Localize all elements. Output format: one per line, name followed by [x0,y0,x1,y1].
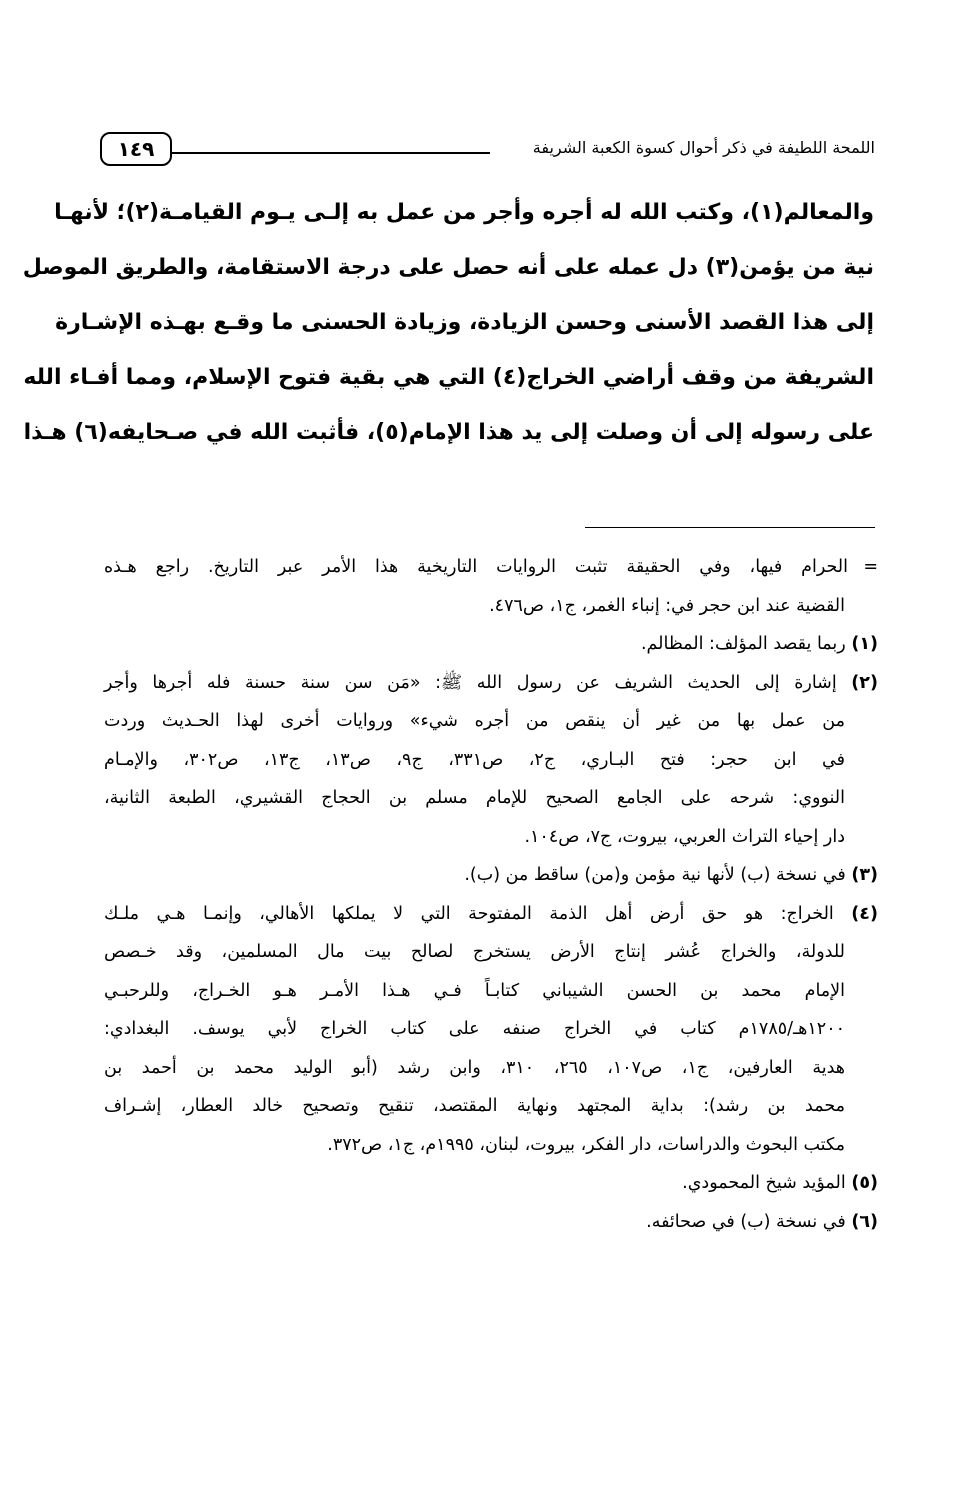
footnote-number: (١) [851,634,878,654]
footnote-line: النووي: شرحه على الجامع الصحيح للإمام مسلم بن الحجاج القشيري، الطبعة الثانية، [104,788,845,808]
body-line: إلى هذا القصد الأسنى وحسن الزيادة، وزيادة الحسنى ما وقـع بهـذه الإشـارة [55,310,874,335]
page-header [100,132,875,172]
footnote-2: (٢) إشارة إلى الحديث الشريف عن رسول الله ﷺ: «مَن سن سنة حسنة فله أجرها وأجر [104,672,878,693]
footnote-line: للدولة، والخراج عُشر إنتاج الأرض يستخرج لصالح بيت مال المسلمين، وقد خـصص [104,942,845,962]
continuation-marker: = [863,557,878,577]
footnote-4: (٤) الخراج: هو حق أرض أهل الذمة المفتوحة التي لا يملكها الأهالي، وإنمـا هـي ملـك [104,903,878,924]
footnote-line: مكتب البحوث والدراسات، دار الفكر، بيروت، لبنان، ١٩٩٥م، ج١، ص٣٧٢. [327,1134,845,1155]
footnote-6: (٦) في نسخة (ب) في صحائفه. [646,1211,878,1232]
footnote-number: (٣) [851,865,878,885]
footnote-line: دار إحياء التراث العربي، بيروت، ج٧، ص١٠٤. [524,826,845,847]
footnote-number: (٦) [851,1211,878,1232]
footnote-line: محمد بن رشد): بداية المجتهد ونهاية المقتصد، تنقيح وتصحيح خالد العطار، إشـراف [104,1096,845,1116]
footnote-number: (٥) [851,1173,878,1193]
page-number: ١٤٩ [100,132,172,166]
footnote-continuation: =الحرام فيها، وفي الحقيقة تثبت الروايات التاريخية هذا الأمر عبر التاريخ. راجع هـذه [104,548,878,587]
running-title: اللمحة اللطيفة في ذكر أحوال كسوة الكعبة الشريفة [532,138,875,157]
body-line: نية من يؤمن(٣) دل عمله على أنه حصل على درجة الاستقامة، والطريق الموصل [22,255,874,280]
header-rule [170,152,490,154]
body-text [22,185,874,460]
footnote-line: ١٢٠٠هـ/١٧٨٥م كتاب في الخراج صنفه على كتاب الخراج لأبي يوسف. البغدادي: [104,1019,845,1039]
footnote-1: (١) ربما يقصد المؤلف: المظالم. [640,634,878,654]
footnote-continuation: القضية عند ابن حجر في: إنباء الغمر، ج١، ص٤٧٦. [489,595,845,616]
footnote-number: (٢) [851,672,878,693]
footnote-line: في ابن حجر: فتح البـاري، ج٢، ص٣٣١، ج٩، ص١٣، ج١٣، ص٣٠٢، والإمـام [104,749,845,770]
body-line: والمعالم(١)، وكتب الله له أجره وأجر من عمل به إلـى يـوم القيامـة(٢)؛ لأنهـا [54,200,874,225]
footnote-line: هدية العارفين، ج١، ص١٠٧، ٢٦٥، ٣١٠، وابن رشد (أبو الوليد محمد بن أحمد بن [104,1057,846,1078]
footnote-line: الإمام محمد بن الحسن الشيباني كتابـاً فـي هـذا الأمـر هـو الخـراج، وللرحبـي [104,980,845,1001]
body-line: الشريفة من وقف أراضي الخراج(٤) التي هي بقية فتوح الإسلام، ومما أفـاء الله [23,365,874,390]
footnotes [104,548,878,1241]
footnote-separator [585,527,875,528]
footnote-3: (٣) في نسخة (ب) لأنها نية مؤمن و(من) ساقط من (ب). [464,865,878,885]
footnote-number: (٤) [851,903,878,924]
footnote-5: (٥) المؤيد شيخ المحمودي. [682,1173,878,1193]
body-line: على رسوله إلى أن وصلت إلى يد هذا الإمام(٥)، فأثبت الله في صـحايفه(٦) هـذا [23,420,874,445]
footnote-line: من عمل بها من غير أن ينقص من أجره شيء» وروايات أخرى لهذا الحـديث وردت [104,711,845,731]
